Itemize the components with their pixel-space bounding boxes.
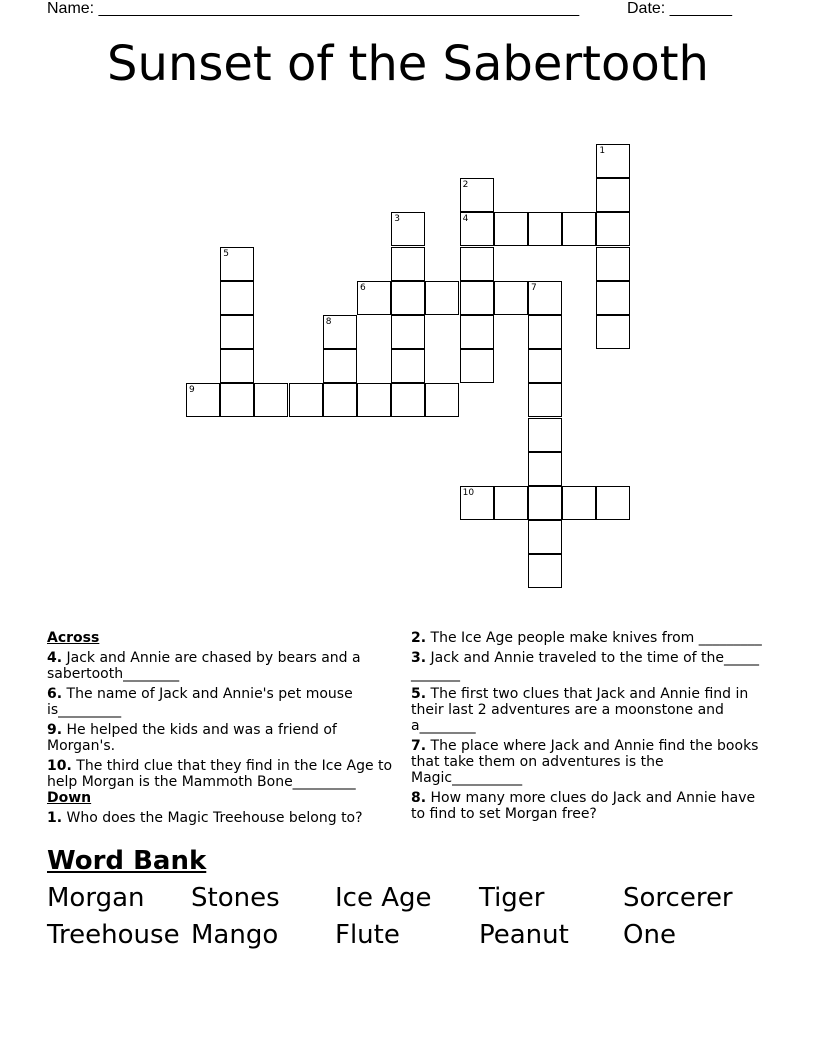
grid-cell[interactable] — [220, 349, 254, 383]
grid-cell[interactable] — [357, 281, 391, 315]
grid-cell[interactable] — [391, 281, 425, 315]
word-bank-item: Tiger — [479, 883, 545, 913]
clue-down-5 — [411, 686, 763, 734]
word-bank-item: One — [623, 920, 676, 950]
clue-number: 6. — [47, 686, 63, 702]
word-bank-item: Peanut — [479, 920, 569, 950]
clue-text: He helped the kids and was a friend of Morgan's. — [47, 722, 337, 754]
word-bank-item: Treehouse — [47, 920, 180, 950]
grid-cell[interactable] — [528, 315, 562, 349]
clue-down-3 — [411, 650, 763, 682]
clue-across-4 — [47, 650, 397, 682]
cell-number: 3 — [394, 214, 400, 225]
word-bank — [47, 882, 767, 952]
word-bank-item: Morgan — [47, 883, 145, 913]
grid-cell[interactable] — [391, 247, 425, 281]
word-bank-item: Stones — [191, 883, 280, 913]
grid-cell[interactable] — [323, 315, 357, 349]
grid-cell[interactable] — [528, 486, 562, 520]
grid-cell[interactable] — [220, 247, 254, 281]
grid-cell[interactable] — [596, 144, 630, 178]
clues-left-column — [47, 630, 397, 826]
grid-cell[interactable] — [528, 349, 562, 383]
clue-number: 7. — [411, 738, 427, 754]
grid-cell[interactable] — [528, 212, 562, 246]
clue-down-7 — [411, 738, 763, 786]
clue-across-6 — [47, 686, 397, 718]
grid-cell[interactable] — [562, 486, 596, 520]
clue-down-2 — [411, 630, 763, 646]
clue-text: The first two clues that Jack and Annie find in their last 2 adventures are a moonstone and a________ — [411, 686, 749, 734]
grid-cell[interactable] — [460, 247, 494, 281]
clue-across-9 — [47, 722, 397, 754]
grid-cell[interactable] — [357, 383, 391, 417]
grid-cell[interactable] — [186, 383, 220, 417]
grid-cell[interactable] — [528, 383, 562, 417]
grid-cell[interactable] — [460, 178, 494, 212]
clue-text: How many more clues do Jack and Annie have to find to set Morgan free? — [411, 790, 756, 822]
grid-cell[interactable] — [494, 212, 528, 246]
grid-cell[interactable] — [596, 212, 630, 246]
cell-number: 6 — [360, 282, 366, 293]
grid-cell[interactable] — [596, 486, 630, 520]
grid-cell[interactable] — [596, 315, 630, 349]
cell-number: 8 — [325, 317, 332, 327]
clue-text: Jack and Annie are chased by bears and a sabertooth________ — [47, 650, 361, 682]
word-bank-item: Flute — [335, 920, 400, 950]
grid-cell[interactable] — [460, 212, 494, 246]
page-title: Sunset of the Sabertooth — [107, 36, 709, 92]
clue-number: 1. — [47, 810, 63, 826]
clue-text: The place where Jack and Annie find the books that take them on adventures is the Magic__________ — [411, 738, 759, 786]
grid-cell[interactable] — [425, 281, 459, 315]
cell-number: 4 — [462, 214, 469, 225]
grid-cell[interactable] — [460, 281, 494, 315]
grid-cell[interactable] — [528, 520, 562, 554]
word-bank-item: Ice Age — [335, 883, 432, 913]
grid-cell[interactable] — [254, 383, 288, 417]
cell-number: 1 — [599, 146, 606, 156]
down-heading: Down — [47, 790, 92, 806]
grid-cell[interactable] — [528, 452, 562, 486]
clue-text: Who does the Magic Treehouse belong to? — [62, 810, 363, 826]
grid-cell[interactable] — [460, 315, 494, 349]
grid-cell[interactable] — [323, 383, 357, 417]
clue-number: 9. — [47, 722, 63, 738]
clue-number: 5. — [411, 686, 427, 702]
clue-text: The name of Jack and Annie's pet mouse is_________ — [47, 686, 353, 718]
grid-cell[interactable] — [460, 349, 494, 383]
grid-cell[interactable] — [323, 349, 357, 383]
clue-text: The Ice Age people make knives from _________ — [426, 630, 762, 646]
grid-cell[interactable] — [460, 486, 494, 520]
clue-number: 8. — [411, 790, 427, 806]
grid-cell[interactable] — [562, 212, 596, 246]
grid-cell[interactable] — [596, 247, 630, 281]
clue-number: 2. — [411, 630, 427, 646]
grid-cell[interactable] — [596, 281, 630, 315]
cell-number: 10 — [462, 488, 475, 498]
grid-cell[interactable] — [289, 383, 323, 417]
word-bank-item: Sorcerer — [623, 883, 733, 913]
grid-cell[interactable] — [528, 418, 562, 452]
clues-right-column — [411, 630, 763, 822]
grid-cell[interactable] — [425, 383, 459, 417]
grid-cell[interactable] — [391, 315, 425, 349]
name-line: Name: ______________________________________________________ — [47, 0, 580, 17]
clue-number: 10. — [47, 758, 72, 774]
grid-cell[interactable] — [391, 383, 425, 417]
clue-text: The third clue that they find in the Ice Age to help Morgan is the Mammoth Bone_________ — [47, 758, 393, 790]
cell-number: 9 — [189, 385, 195, 396]
cell-number: 7 — [531, 282, 537, 293]
grid-cell[interactable] — [391, 349, 425, 383]
grid-cell[interactable] — [528, 554, 562, 588]
clue-number: 4. — [47, 650, 63, 666]
clue-across-10 — [47, 758, 397, 790]
cell-number: 2 — [462, 180, 469, 191]
grid-cell[interactable] — [220, 383, 254, 417]
grid-cell[interactable] — [528, 281, 562, 315]
grid-cell[interactable] — [494, 486, 528, 520]
grid-cell[interactable] — [494, 281, 528, 315]
grid-cell[interactable] — [391, 212, 425, 246]
clue-down-8 — [411, 790, 763, 822]
clue-text: Jack and Annie traveled to the time of the_____ _______ — [411, 650, 760, 682]
grid-cell[interactable] — [596, 178, 630, 212]
word-bank-item: Mango — [191, 920, 279, 950]
clue-down-1 — [47, 810, 397, 826]
across-heading: Across — [47, 630, 100, 646]
clue-number: 3. — [411, 650, 427, 666]
cell-number: 5 — [223, 248, 229, 259]
grid-cell[interactable] — [220, 315, 254, 349]
grid-cell[interactable] — [220, 281, 254, 315]
date-line: Date: _______ — [627, 0, 732, 17]
word-bank-title: Word Bank — [47, 846, 207, 876]
